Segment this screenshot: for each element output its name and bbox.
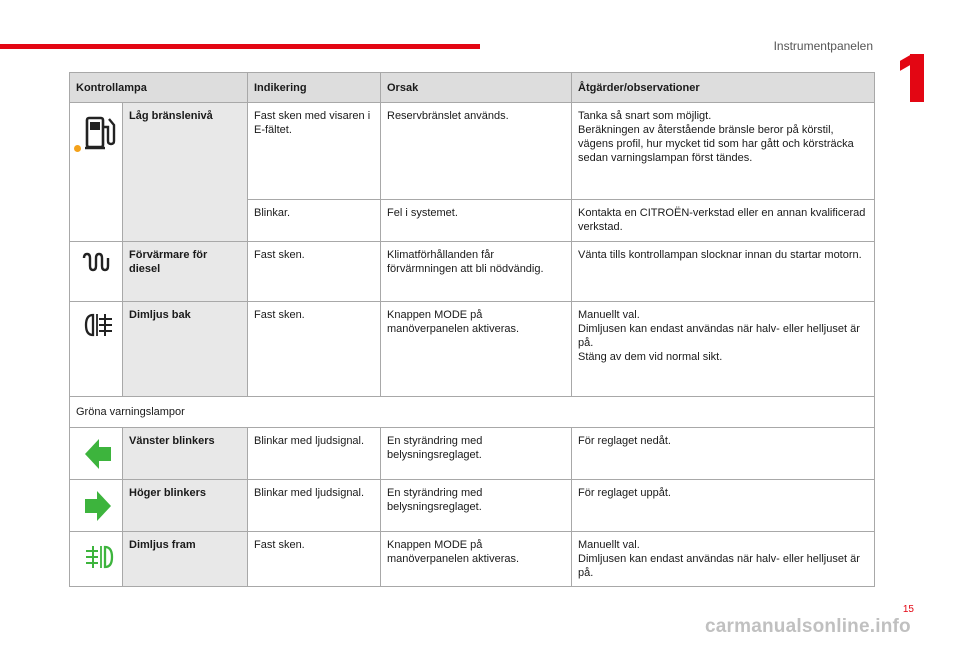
glow-plug-icon bbox=[82, 252, 112, 276]
table-row bbox=[70, 480, 875, 532]
lamp-name: Förvärmare för diesel bbox=[123, 242, 248, 302]
indication-cell: Fast sken. bbox=[248, 302, 381, 397]
page-number: 15 bbox=[902, 604, 914, 615]
action-cell: Manuellt val. Dimljusen kan endast användas när halv- eller helljuset är på. Stäng av dem vid normal sikt. bbox=[572, 302, 875, 397]
low-fuel-icon bbox=[84, 115, 118, 151]
lamp-name: Låg bränslenivå bbox=[123, 103, 248, 242]
table-header-row bbox=[70, 73, 875, 103]
lamp-icon-cell bbox=[70, 532, 123, 587]
cause-cell: Reservbränslet används. bbox=[381, 103, 572, 200]
front-fog-light-icon bbox=[84, 544, 114, 570]
cause-cell: Klimatförhållanden får förvärmningen att bli nödvändig. bbox=[381, 242, 572, 302]
header-accent-bar bbox=[0, 44, 480, 49]
lamp-name: Dimljus fram bbox=[123, 532, 248, 587]
action-cell: Vänta tills kontrollampan slocknar innan du startar motorn. bbox=[572, 242, 875, 302]
indication-cell: Blinkar med ljudsignal. bbox=[248, 428, 381, 480]
lamp-icon-cell bbox=[70, 428, 123, 480]
lamp-name: Höger blinkers bbox=[123, 480, 248, 532]
section-title: Instrumentpanelen bbox=[773, 39, 873, 53]
indication-cell: Blinkar. bbox=[248, 200, 381, 242]
table-row bbox=[70, 103, 875, 200]
right-indicator-icon bbox=[84, 489, 112, 523]
cause-cell: En styrändring med belysningsreglaget. bbox=[381, 480, 572, 532]
lamp-icon-cell bbox=[70, 302, 123, 397]
group-label: Gröna varningslampor bbox=[70, 397, 875, 428]
lamp-icon-cell bbox=[70, 242, 123, 302]
action-cell: Kontakta en CITROËN-verkstad eller en annan kvalificerad verkstad. bbox=[572, 200, 875, 242]
group-row bbox=[70, 397, 875, 428]
column-header: Åtgärder/observationer bbox=[572, 73, 875, 103]
cause-cell: En styrändring med belysningsreglaget. bbox=[381, 428, 572, 480]
column-header: Kontrollampa bbox=[70, 73, 248, 103]
cause-cell: Knappen MODE på manöverpanelen aktiveras. bbox=[381, 532, 572, 587]
lamp-name: Dimljus bak bbox=[123, 302, 248, 397]
watermark: carmanualsonline.info bbox=[705, 616, 911, 637]
table-row bbox=[70, 302, 875, 397]
rear-fog-light-icon bbox=[84, 312, 114, 338]
indication-cell: Fast sken. bbox=[248, 242, 381, 302]
chapter-number bbox=[898, 54, 926, 110]
indication-cell: Blinkar med ljudsignal. bbox=[248, 480, 381, 532]
action-cell: För reglaget uppåt. bbox=[572, 480, 875, 532]
table-row bbox=[70, 428, 875, 480]
cause-cell: Fel i systemet. bbox=[381, 200, 572, 242]
indication-cell: Fast sken. bbox=[248, 532, 381, 587]
indication-cell: Fast sken med visaren i E-fältet. bbox=[248, 103, 381, 200]
action-cell: Tanka så snart som möjligt. Beräkningen av återstående bränsle beror på körstil, vägens profil, hur mycket tid som har gått och körsträcka sedan varningslampan först tändes. bbox=[572, 103, 875, 200]
left-indicator-icon bbox=[84, 437, 112, 471]
lamp-icon-cell bbox=[70, 103, 123, 242]
column-header: Indikering bbox=[248, 73, 381, 103]
warning-lamp-table bbox=[69, 72, 875, 587]
table-row bbox=[70, 242, 875, 302]
amber-indicator-dot bbox=[74, 145, 81, 152]
action-cell: Manuellt val. Dimljusen kan endast användas när halv- eller helljuset är på. bbox=[572, 532, 875, 587]
action-cell: För reglaget nedåt. bbox=[572, 428, 875, 480]
cause-cell: Knappen MODE på manöverpanelen aktiveras. bbox=[381, 302, 572, 397]
lamp-name: Vänster blinkers bbox=[123, 428, 248, 480]
table-row bbox=[70, 532, 875, 587]
column-header: Orsak bbox=[381, 73, 572, 103]
lamp-icon-cell bbox=[70, 480, 123, 532]
